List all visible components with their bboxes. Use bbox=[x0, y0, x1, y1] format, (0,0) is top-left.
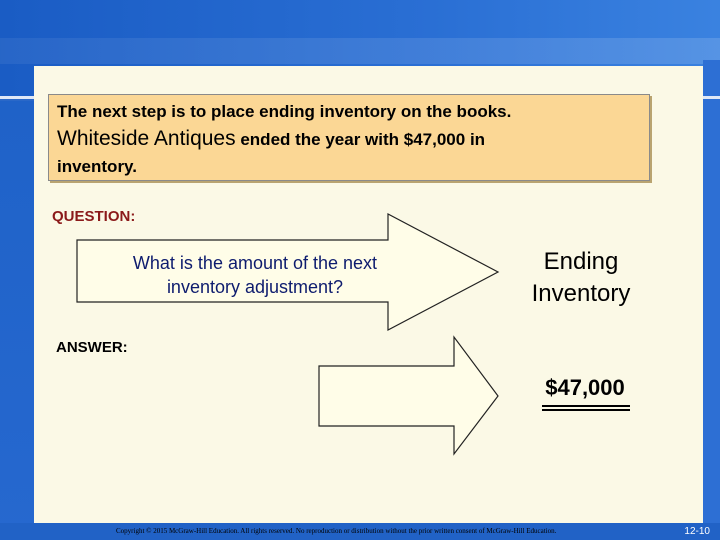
double-underline-top bbox=[542, 405, 630, 407]
question-label: QUESTION: bbox=[52, 208, 136, 225]
intro-line: The next step is to place ending inventory on the books. bbox=[57, 102, 512, 121]
copyright-notice: Copyright © 2015 McGraw-Hill Education. All rights reserved. No reproduction or distribution without the prior written consent of McGraw-Hill Education. bbox=[116, 527, 557, 535]
result-label-line1: Ending bbox=[543, 248, 619, 275]
company-line-rest: ended the year with $47,000 in bbox=[240, 130, 486, 149]
answer-value: $47,000 bbox=[545, 375, 625, 400]
answer-value-block bbox=[540, 373, 630, 403]
double-underline-bottom bbox=[542, 409, 630, 411]
company-name: Whiteside Antiques bbox=[57, 127, 236, 150]
result-label-line2: Inventory bbox=[531, 280, 631, 307]
question-text-line1: What is the amount of the next bbox=[132, 253, 378, 273]
answer-arrow bbox=[319, 337, 498, 454]
answer-label: ANSWER: bbox=[56, 339, 128, 356]
page-number: 12-10 bbox=[684, 526, 710, 537]
result-label bbox=[505, 246, 657, 310]
question-text-line2: inventory adjustment? bbox=[166, 277, 344, 297]
question-text bbox=[92, 251, 418, 299]
inventory-line: inventory. bbox=[57, 157, 137, 176]
